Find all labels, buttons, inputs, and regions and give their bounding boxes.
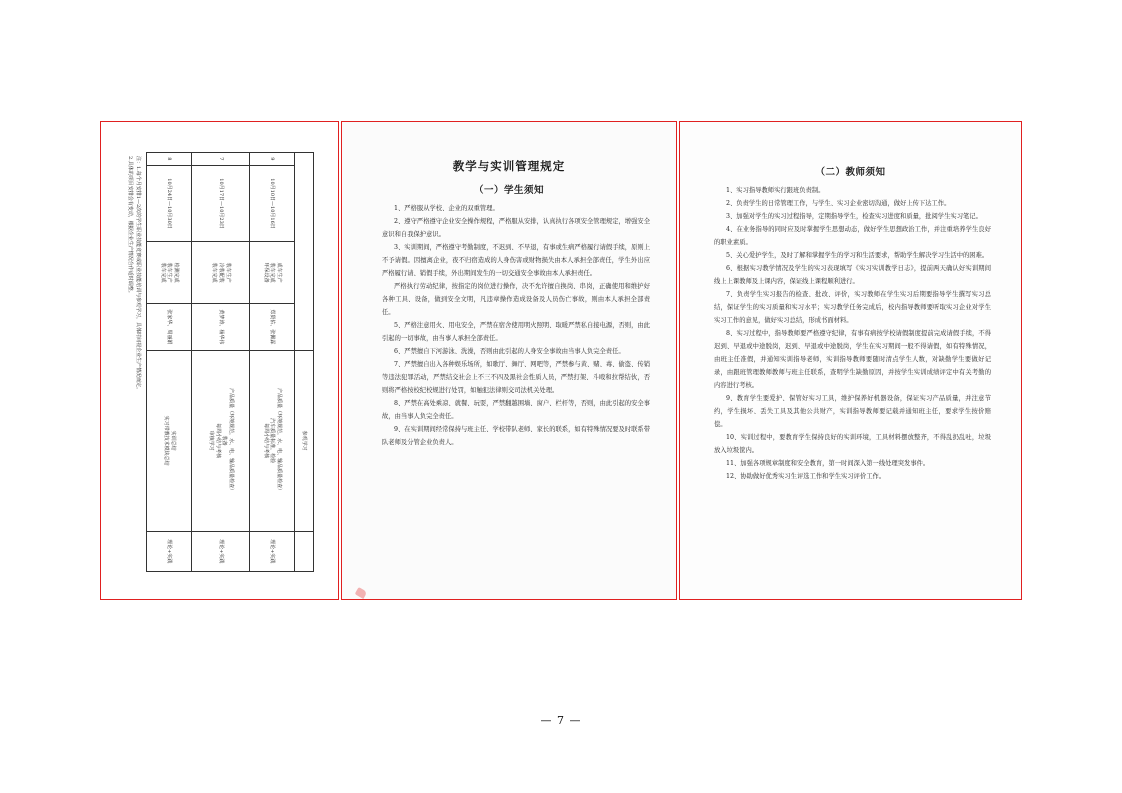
row-date: 10月24日—10月30日 — [147, 165, 192, 242]
unit-item: 装车生产 — [224, 262, 231, 283]
page-number: — 7 — — [540, 714, 582, 727]
rule-paragraph: 2、遵守严格遵守企业安全操作规程，严格服从安排，认真执行各项安全管理规定，增强安全意识和自我保护意识。 — [382, 218, 650, 238]
schedule-table — [146, 152, 314, 572]
rule-paragraph: 6、严禁擅自下河游泳、洗澡，否则由此引起的人身安全事故由当事人负完全责任。 — [394, 348, 625, 355]
unit-item: 装车完成 — [211, 262, 218, 283]
rule-paragraph: 5、关心爱护学生，及时了解和掌握学生的学习和生活要求，帮助学生解决学习生活中的困难。 — [726, 252, 989, 259]
unit-item: 检测完成 — [173, 262, 180, 283]
unit-item: 装车完成 — [159, 262, 166, 283]
rule-paragraph: 2、负责学生的日常管理工作，与学生、实习企业密切沟通，做好上传下达工作。 — [726, 200, 951, 207]
schedule-header-tag: 参观学习 — [295, 350, 314, 531]
row-index: 7 — [192, 153, 250, 166]
schedule-notes — [126, 152, 142, 572]
schedule-note: 2.具体的项目安排会有变动，根据企业生产情况合作适时调整。 — [127, 156, 133, 296]
content-item: 装备 — [221, 435, 228, 446]
rule-paragraph: 10、实训过程中，要教育学生保持良好的实训环境，工具材料摆放整齐，不得乱扔乱吐，垃圾放入垃圾筐内。 — [714, 434, 991, 454]
rule-paragraph: 3、实训期间，严格遵守考勤制度，不迟到、不早退，有事或生病严格履行请假手续，原则上不予请假。因擅离企业，夜不归宿造成的人身伤害或财物损失由本人承担全部责任，学生外出应严格履行请、销假手续，外出期间发生的一切交通安全事故由本人承担责任。 — [382, 244, 650, 277]
rule-paragraph: 9、教育学生要爱护、保管好实习工具，维护保养好机器设备，保证实习产品质量，并注意节约，学生损坏、丢失工具及其他公共财产，实训指导教师要记载并通知班主任，要求学生按价赔偿。 — [714, 395, 991, 428]
content-item: 产品质量（环境规范，水、电、输品质量检查） — [276, 388, 283, 494]
content-item: 汽车质量标准，检验 — [269, 418, 276, 464]
section-heading-teachers: （二）教师须知 — [815, 167, 886, 178]
row-teacher: 黄梦涛、杨华伟 — [192, 303, 250, 350]
row-mode: 理论+实践 — [250, 531, 295, 571]
rule-paragraph: 1、实习指导教师实行跟班负责制。 — [726, 187, 825, 194]
rule-paragraph: 9、在实训期间经常保持与班主任、学校带队老师、家长的联系，如有特殊情况要及时联系带队老师及分管企业负责人。 — [382, 426, 650, 446]
rotated-schedule — [124, 152, 314, 572]
rule-paragraph: 5、严格注意用火、用电安全，严禁在宿舍使用明火照明、取暖严禁私自接电源，否则，由此引起的一切事故，由当事人承担全部责任。 — [382, 322, 650, 342]
scan-mark — [355, 587, 368, 599]
content-item: 每周小结与考核 — [214, 423, 221, 459]
rule-paragraph: 11、加强各项规章制度和安全教育，第一时间深入第一线处理突发事件。 — [726, 460, 930, 467]
rule-paragraph: 3、加强对学生的实习过程指导，定期指导学生，检查实习进度和质量，批阅学生实习笔记。 — [726, 213, 982, 220]
rule-paragraph: 6、根据实习教学情况及学生的实习表现填写《实习实训教学日志》，提前两天确认好实训期间线上上课教师及上课内容，保证线上课程顺利进行。 — [714, 265, 991, 285]
unit-item: 装车完成 — [269, 262, 276, 283]
row-mode: 理论+实践 — [147, 531, 192, 571]
row-date: 10月10日—10月16日 — [250, 165, 295, 242]
student-rules-panel — [341, 121, 677, 600]
rule-paragraph: 4、在业务指导的同时应及时掌握学生思想动态，做好学生思想政治工作，并注重培养学生良好的职业素质。 — [714, 226, 991, 246]
rule-paragraph: 严格执行劳动纪律，按指定的岗位进行操作，决不允许擅自换岗、串岗，正确使用和维护好各种工具、设备，做到安全文明，凡违章操作造成设备及人员伤亡事故，则由本人承担全部责任。 — [382, 283, 650, 316]
row-units — [192, 242, 250, 304]
rule-paragraph: 12、协助做好优秀实习生评选工作和学生实习评价工作。 — [726, 473, 886, 480]
schedule-header-spacer — [295, 153, 314, 351]
unit-item: 环保设备 — [262, 262, 269, 283]
rule-paragraph: 8、实习过程中，指导教师要严格遵守纪律，有事有病按学校请假制度提前完成请假手续，不得迟到、早退或中途脱岗，迟到、早退或中途脱岗，学生在实习期间一般不得请假，如有特殊情况，由班主任准假，并通知实训指导老师，实训指导教师要随时清点学生人数，对缺勤学生要做好记录，由跟班管理教师教师与班主任联系，查明学生缺勤原因，并按学生实训成绩评定中有关考勤的内容进行考核。 — [714, 330, 991, 389]
schedule-header-row — [295, 153, 314, 572]
row-teacher: 张家华、周丽娟 — [147, 303, 192, 350]
row-content — [147, 350, 192, 531]
rule-paragraph: 8、严禁在高处乘凉、就餐、玩耍，严禁翻越围墙、窗户、栏杆等，否则，由此引起的安全事故，由当事人负完全责任。 — [382, 400, 650, 420]
table-row — [147, 153, 192, 572]
schedule-note: 注：1.每个月安排1—2次的学生职业技能竞赛或职业技能培训与参观学习，具体时间视企业生产情况而定。 — [135, 156, 141, 393]
row-content — [192, 350, 250, 531]
row-units — [250, 242, 295, 304]
teacher-rules-panel — [679, 121, 1022, 600]
section-heading-students: （一）学生须知 — [473, 185, 544, 196]
table-row — [192, 153, 250, 572]
unit-item: 成车生产 — [276, 262, 283, 283]
student-rules-body — [342, 196, 676, 449]
schedule-page-panel — [100, 121, 339, 600]
rule-paragraph: 7、负责学生实习报告的检查、批改、评价，实习教师在学生实习后期要指导学生撰写实习总结，保证学生的实习质量和实习水平；实习教学任务完成后，校内指导教师要听取实习企业对学生实习工作的意见，做好实习总结，形成书面材料。 — [714, 291, 991, 324]
row-content — [250, 350, 295, 531]
unit-item: 冷装配装 — [217, 262, 224, 283]
rule-paragraph: 1、严格服从学校、企业的双重管理。 — [394, 205, 499, 212]
row-date: 10月17日—10月23日 — [192, 165, 250, 242]
content-item: 每周小结与考核 — [262, 423, 269, 459]
table-row — [250, 153, 295, 572]
content-item: 审核学习 — [207, 430, 214, 451]
row-teacher: 郑贤佑、张佩霖 — [250, 303, 295, 350]
row-mode: 理论+实践 — [192, 531, 250, 571]
unit-item: 装车生产 — [166, 262, 173, 283]
content-item: 实习带教技术模块总结 — [163, 415, 170, 466]
row-index: 9 — [250, 153, 295, 166]
schedule-header-spacer — [295, 531, 314, 571]
rule-paragraph: 7、严禁擅自出入各种娱乐场所，如歌厅、舞厅、网吧等，严禁参与黄、赌、毒、偷盗、传销等违法犯罪活动，严禁结交社会上不三不四及黑社会性质人员，严禁打架、斗殴和拉帮结伙，否则将严格按校纪校规进行处罚，如触犯法律则交司法机关处理。 — [382, 361, 650, 394]
content-item: 实训总结 — [169, 430, 176, 451]
row-units — [147, 242, 192, 304]
teacher-rules-body — [680, 178, 1021, 483]
content-item: 产品质量（环境规范，水、电、输品质量检查） — [228, 388, 235, 494]
row-index: 8 — [147, 153, 192, 166]
document-title: 教学与实训管理规定 — [452, 159, 566, 173]
